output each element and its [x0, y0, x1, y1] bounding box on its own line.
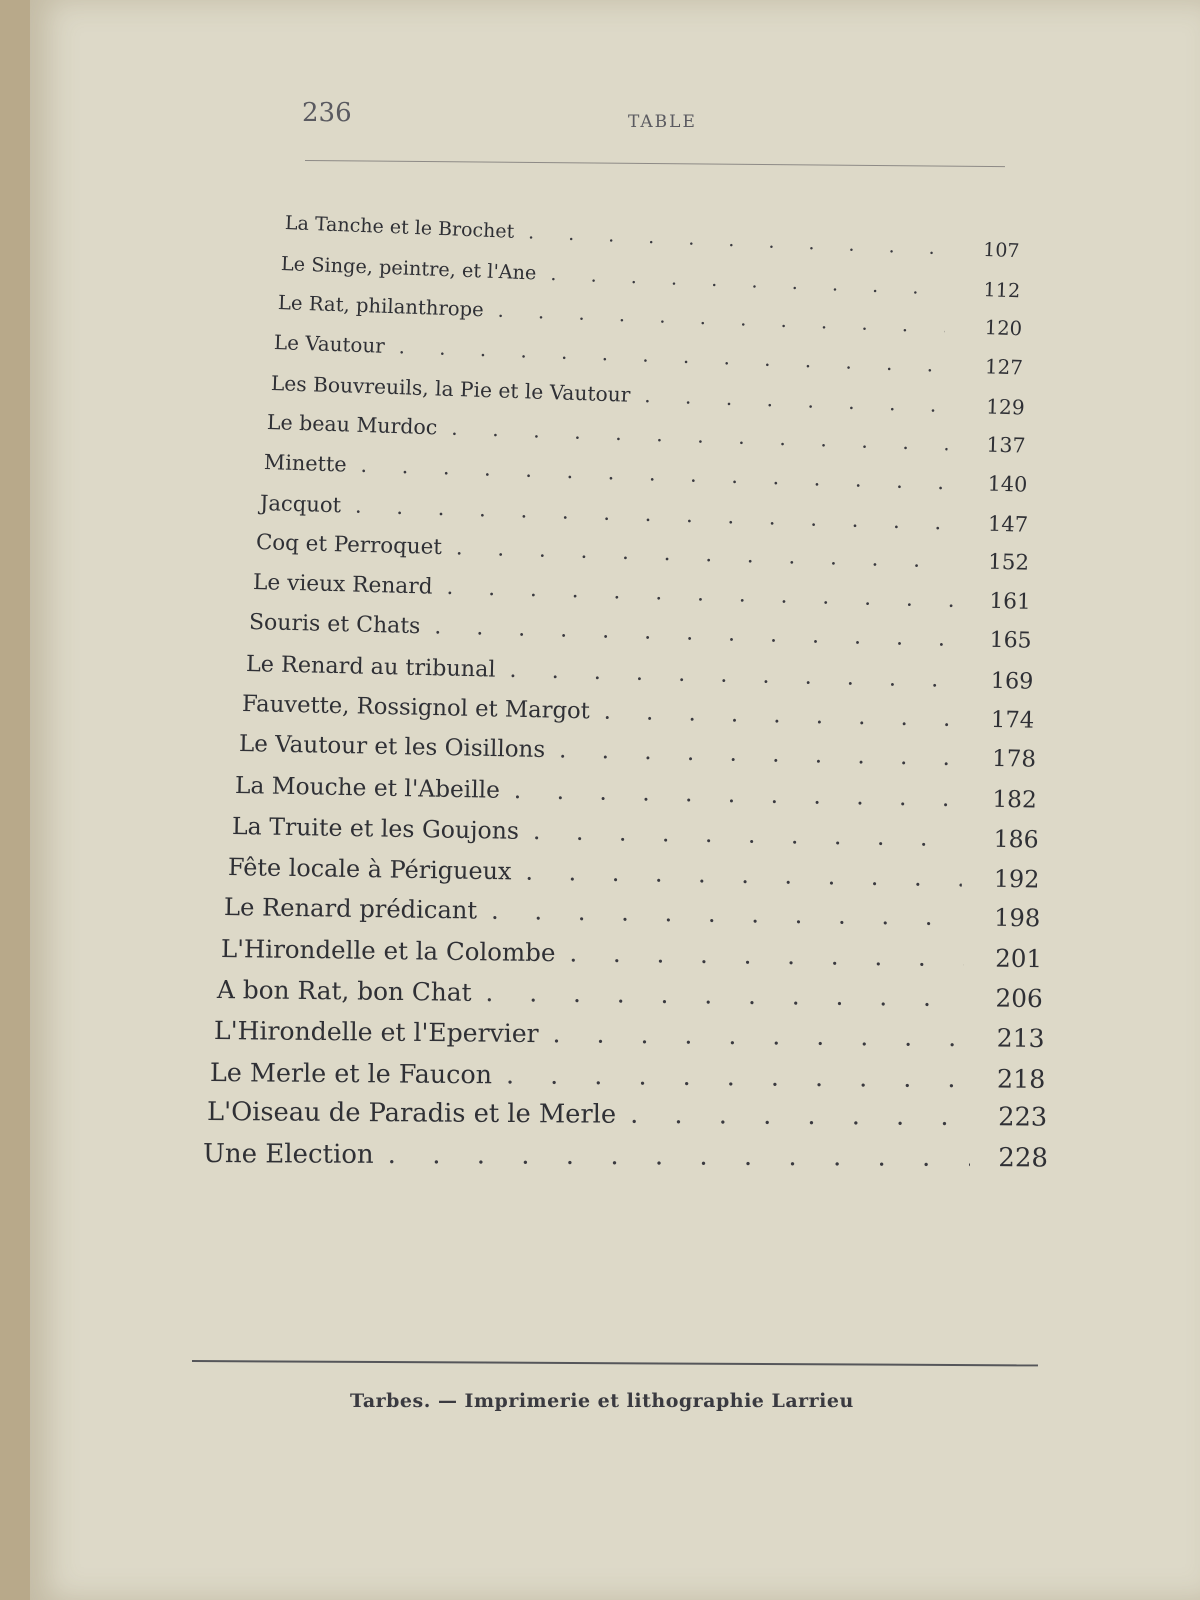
dot-leader	[360, 453, 949, 494]
dot-leader	[456, 536, 952, 574]
toc-entry	[245, 651, 1033, 695]
dot-leader	[388, 1139, 970, 1172]
dot-leader	[355, 493, 951, 535]
toc-entry	[217, 975, 1043, 1013]
toc-entry-page: 223	[997, 1102, 1047, 1134]
toc-entry	[277, 291, 1022, 340]
toc-entry	[228, 853, 1040, 893]
dot-leader	[491, 897, 962, 932]
running-title: TABLE	[628, 112, 697, 132]
toc-entry	[270, 371, 1025, 420]
toc-entry-title: Le beau Murdoc	[266, 410, 438, 440]
page-number: 236	[302, 98, 352, 128]
dot-leader	[559, 738, 958, 772]
toc-entry	[238, 731, 1036, 773]
toc-entry-page: 198	[994, 904, 1041, 933]
toc-entry-title: Le Renard au tribunal	[245, 650, 496, 683]
dot-leader	[569, 938, 964, 972]
toc-entry-title: L'Hirondelle et l'Epervier	[213, 1015, 539, 1048]
dot-leader	[525, 857, 961, 892]
toc-entry	[253, 570, 1031, 615]
toc-entry-title: A bon Rat, bon Chat	[217, 974, 472, 1007]
toc-entry	[274, 331, 1024, 379]
toc-entry-title: La Mouche et l'Abeille	[234, 771, 501, 804]
toc-entry-title: La Truite et les Goujons	[231, 812, 519, 845]
toc-entry-page: 174	[990, 706, 1035, 734]
toc-entry-page: 182	[992, 785, 1038, 814]
dot-leader	[552, 1019, 966, 1052]
toc-entry-page: 120	[984, 316, 1023, 341]
toc-entry-page: 186	[992, 824, 1039, 854]
toc-entry	[263, 450, 1027, 497]
toc-entry	[203, 1139, 1048, 1173]
dot-leader	[451, 416, 948, 455]
toc-entry-title: Fauvette, Rossignol et Margot	[241, 690, 591, 725]
toc-entry	[235, 772, 1037, 814]
toc-entry-title: Le Vautour et les Oisillons	[238, 731, 546, 764]
toc-entry-page: 152	[988, 549, 1030, 576]
table-of-contents	[30, 0, 1200, 1300]
toc-entry	[249, 610, 1032, 654]
toc-entry-title: Les Bouvreuils, la Pie et le Vautour	[270, 370, 631, 407]
toc-entry	[221, 934, 1042, 973]
toc-entry-page: 147	[987, 510, 1029, 537]
book-page	[30, 0, 1200, 1600]
toc-entry	[231, 812, 1038, 854]
toc-entry-title: Jacquot	[259, 490, 342, 518]
dot-leader	[630, 1100, 969, 1132]
dot-leader	[497, 299, 944, 338]
toc-entry-title: Coq et Perroquet	[256, 530, 443, 561]
toc-entry	[267, 410, 1026, 458]
toc-entry-page: 178	[991, 746, 1036, 773]
toc-entry	[210, 1057, 1046, 1094]
toc-entry-page: 218	[996, 1062, 1046, 1094]
toc-entry-title: La Tanche et le Brochet	[284, 212, 515, 243]
toc-entry-page: 127	[984, 355, 1024, 380]
toc-entry-title: Une Election	[202, 1138, 374, 1170]
toc-entry	[285, 212, 1020, 262]
toc-entry-page: 137	[986, 432, 1027, 459]
toc-entry	[224, 893, 1041, 932]
toc-entry-page: 112	[983, 277, 1022, 302]
toc-entry-title: Le Renard prédicant	[224, 893, 478, 925]
toc-entry	[206, 1097, 1046, 1133]
dot-leader	[399, 335, 946, 377]
dot-leader	[528, 221, 942, 259]
toc-entry-page: 201	[994, 943, 1043, 974]
toc-entry	[242, 691, 1035, 734]
toc-entry-title: Le vieux Renard	[252, 570, 433, 600]
dot-leader	[550, 262, 943, 299]
toc-entry-title: Le Singe, peintre, et l'Ane	[280, 251, 538, 284]
dot-leader	[486, 978, 966, 1012]
dot-leader	[644, 383, 947, 417]
toc-entry-title: Le Vautour	[273, 330, 386, 358]
toc-entry-title: Minette	[263, 450, 347, 477]
toc-entry-title: Le Rat, philanthrope	[277, 291, 484, 322]
dot-leader	[604, 699, 957, 732]
dot-leader	[532, 817, 960, 852]
toc-entry-page: 206	[995, 983, 1044, 1013]
dot-leader	[514, 777, 959, 812]
toc-entry	[256, 530, 1030, 576]
dot-leader	[446, 575, 953, 613]
toc-entry-title: Fête locale à Périgueux	[227, 852, 512, 886]
toc-entry-page: 228	[998, 1142, 1049, 1173]
dot-leader	[434, 615, 954, 652]
toc-entry-page: 169	[990, 667, 1034, 695]
dot-leader	[509, 657, 955, 693]
footer-rule	[192, 1360, 1038, 1366]
toc-entry-page: 129	[985, 393, 1025, 420]
printer-imprint: Tarbes. — Imprimerie et lithographie Larrieu	[350, 1390, 854, 1412]
toc-entry-page: 161	[988, 589, 1032, 616]
toc-entry-page: 140	[986, 471, 1028, 497]
dot-leader	[506, 1059, 968, 1093]
toc-entry-page: 107	[982, 238, 1020, 263]
toc-entry	[214, 1016, 1045, 1053]
toc-entry	[260, 490, 1029, 537]
toc-entry-title: Souris et Chats	[249, 610, 422, 640]
toc-entry-title: L'Hirondelle et la Colombe	[220, 934, 556, 968]
toc-entry-page: 213	[996, 1023, 1045, 1053]
toc-entry-title: Le Merle et le Faucon	[210, 1056, 493, 1089]
toc-entry-title: L'Oiseau de Paradis et le Merle	[206, 1097, 616, 1131]
toc-entry-page: 165	[989, 628, 1033, 655]
toc-entry-page: 192	[993, 864, 1040, 894]
